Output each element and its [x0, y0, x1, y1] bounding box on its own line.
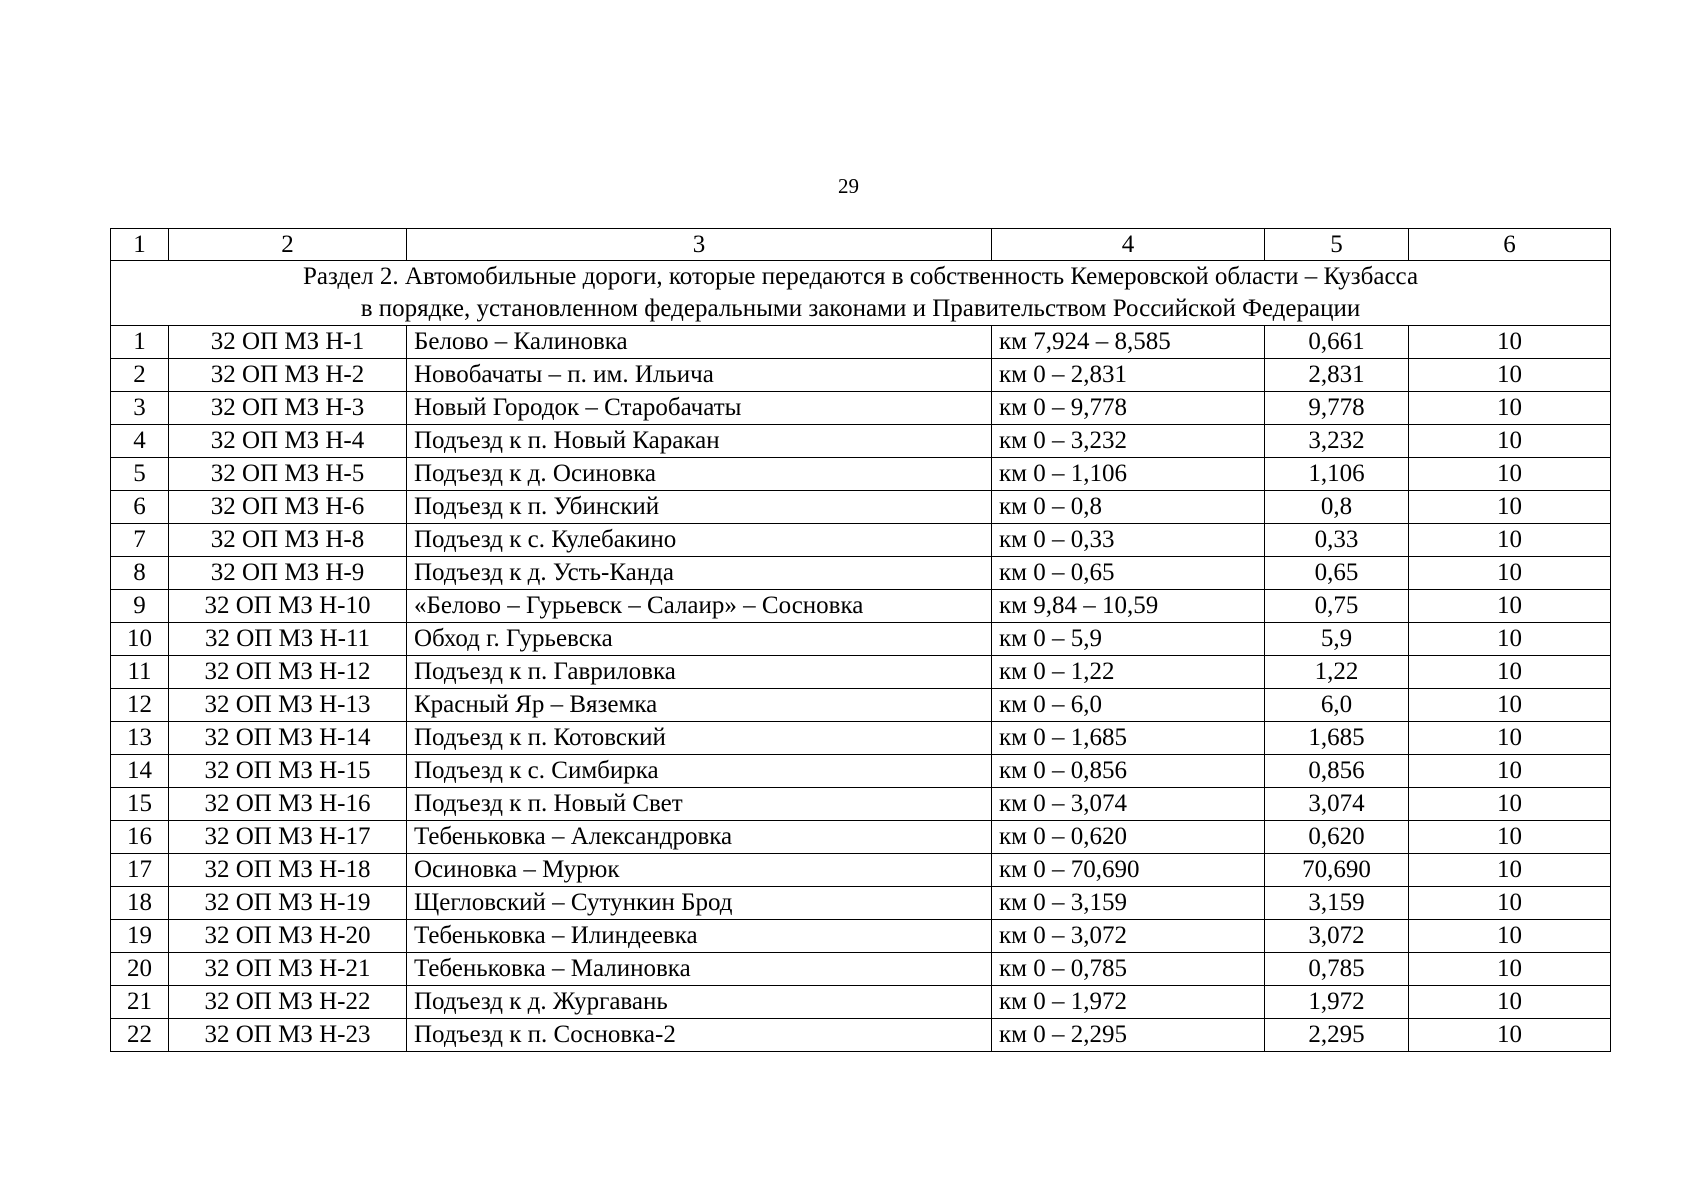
length-cell: 2,295: [1265, 1019, 1409, 1052]
km-range-cell: км 0 – 2,295: [992, 1019, 1265, 1052]
column-number: 2: [169, 229, 407, 261]
length-cell: 1,685: [1265, 722, 1409, 755]
road-name-cell: Тебеньковка – Александровка: [407, 821, 992, 854]
section-title: [111, 261, 1611, 326]
category-cell: 10: [1409, 821, 1611, 854]
road-id-cell: 32 ОП МЗ Н-2: [169, 359, 407, 392]
km-range-cell: км 9,84 – 10,59: [992, 590, 1265, 623]
length-cell: 3,074: [1265, 788, 1409, 821]
road-name-cell: Тебеньковка – Малиновка: [407, 953, 992, 986]
road-name-cell: Подъезд к с. Симбирка: [407, 755, 992, 788]
row-number-cell: 13: [111, 722, 169, 755]
road-id-cell: 32 ОП МЗ Н-15: [169, 755, 407, 788]
row-number-cell: 1: [111, 326, 169, 359]
category-cell: 10: [1409, 689, 1611, 722]
length-cell: 6,0: [1265, 689, 1409, 722]
row-number-cell: 9: [111, 590, 169, 623]
road-id-cell: 32 ОП МЗ Н-6: [169, 491, 407, 524]
road-id-cell: 32 ОП МЗ Н-10: [169, 590, 407, 623]
km-range-cell: км 0 – 1,972: [992, 986, 1265, 1019]
length-cell: 0,661: [1265, 326, 1409, 359]
km-range-cell: км 0 – 0,8: [992, 491, 1265, 524]
row-number-cell: 14: [111, 755, 169, 788]
table-row: [111, 491, 1611, 524]
road-name-cell: Подъезд к д. Жургавань: [407, 986, 992, 1019]
category-cell: 10: [1409, 524, 1611, 557]
category-cell: 10: [1409, 788, 1611, 821]
row-number-cell: 8: [111, 557, 169, 590]
road-id-cell: 32 ОП МЗ Н-14: [169, 722, 407, 755]
length-cell: 70,690: [1265, 854, 1409, 887]
road-name-cell: Подъезд к д. Осиновка: [407, 458, 992, 491]
table-row: [111, 458, 1611, 491]
table-row: [111, 689, 1611, 722]
road-id-cell: 32 ОП МЗ Н-22: [169, 986, 407, 1019]
km-range-cell: км 0 – 9,778: [992, 392, 1265, 425]
road-name-cell: Обход г. Гурьевска: [407, 623, 992, 656]
road-id-cell: 32 ОП МЗ Н-11: [169, 623, 407, 656]
km-range-cell: км 0 – 3,072: [992, 920, 1265, 953]
road-name-cell: Подъезд к п. Новый Свет: [407, 788, 992, 821]
road-id-cell: 32 ОП МЗ Н-16: [169, 788, 407, 821]
table-row: [111, 722, 1611, 755]
km-range-cell: км 0 – 1,106: [992, 458, 1265, 491]
road-id-cell: 32 ОП МЗ Н-8: [169, 524, 407, 557]
length-cell: 0,33: [1265, 524, 1409, 557]
column-number: 3: [407, 229, 992, 261]
table-row: [111, 590, 1611, 623]
row-number-cell: 10: [111, 623, 169, 656]
table-row: [111, 986, 1611, 1019]
road-id-cell: 32 ОП МЗ Н-17: [169, 821, 407, 854]
row-number-cell: 16: [111, 821, 169, 854]
row-number-cell: 2: [111, 359, 169, 392]
length-cell: 0,620: [1265, 821, 1409, 854]
category-cell: 10: [1409, 854, 1611, 887]
category-cell: 10: [1409, 326, 1611, 359]
length-cell: 1,106: [1265, 458, 1409, 491]
row-number-cell: 17: [111, 854, 169, 887]
row-number-cell: 18: [111, 887, 169, 920]
column-number-row: [111, 229, 1611, 261]
table-row: [111, 557, 1611, 590]
km-range-cell: км 0 – 1,685: [992, 722, 1265, 755]
length-cell: 3,159: [1265, 887, 1409, 920]
row-number-cell: 11: [111, 656, 169, 689]
road-name-cell: «Белово – Гурьевск – Салаир» – Сосновка: [407, 590, 992, 623]
section-title-row: [111, 261, 1611, 326]
row-number-cell: 19: [111, 920, 169, 953]
road-id-cell: 32 ОП МЗ Н-9: [169, 557, 407, 590]
length-cell: 5,9: [1265, 623, 1409, 656]
length-cell: 2,831: [1265, 359, 1409, 392]
km-range-cell: км 0 – 0,785: [992, 953, 1265, 986]
table-row: [111, 821, 1611, 854]
category-cell: 10: [1409, 722, 1611, 755]
road-id-cell: 32 ОП МЗ Н-4: [169, 425, 407, 458]
table-row: [111, 359, 1611, 392]
category-cell: 10: [1409, 656, 1611, 689]
length-cell: 1,972: [1265, 986, 1409, 1019]
km-range-cell: км 0 – 0,620: [992, 821, 1265, 854]
row-number-cell: 15: [111, 788, 169, 821]
road-id-cell: 32 ОП МЗ Н-18: [169, 854, 407, 887]
road-name-cell: Щегловский – Сутункин Брод: [407, 887, 992, 920]
road-name-cell: Подъезд к п. Новый Каракан: [407, 425, 992, 458]
road-name-cell: Белово – Калиновка: [407, 326, 992, 359]
roads-table: [110, 228, 1611, 1052]
row-number-cell: 12: [111, 689, 169, 722]
length-cell: 0,65: [1265, 557, 1409, 590]
column-number: 4: [992, 229, 1265, 261]
road-name-cell: Подъезд к п. Сосновка-2: [407, 1019, 992, 1052]
km-range-cell: км 0 – 3,159: [992, 887, 1265, 920]
road-id-cell: 32 ОП МЗ Н-20: [169, 920, 407, 953]
category-cell: 10: [1409, 557, 1611, 590]
km-range-cell: км 0 – 3,074: [992, 788, 1265, 821]
km-range-cell: км 0 – 5,9: [992, 623, 1265, 656]
km-range-cell: км 0 – 3,232: [992, 425, 1265, 458]
km-range-cell: км 7,924 – 8,585: [992, 326, 1265, 359]
road-id-cell: 32 ОП МЗ Н-1: [169, 326, 407, 359]
table-row: [111, 623, 1611, 656]
category-cell: 10: [1409, 491, 1611, 524]
road-name-cell: Новый Городок – Старобачаты: [407, 392, 992, 425]
column-number: 5: [1265, 229, 1409, 261]
column-number: 1: [111, 229, 169, 261]
km-range-cell: км 0 – 70,690: [992, 854, 1265, 887]
row-number-cell: 4: [111, 425, 169, 458]
road-name-cell: Красный Яр – Вяземка: [407, 689, 992, 722]
road-name-cell: Подъезд к п. Гавриловка: [407, 656, 992, 689]
table-row: [111, 425, 1611, 458]
table-row: [111, 1019, 1611, 1052]
table-row: [111, 953, 1611, 986]
km-range-cell: км 0 – 6,0: [992, 689, 1265, 722]
category-cell: 10: [1409, 755, 1611, 788]
road-id-cell: 32 ОП МЗ Н-13: [169, 689, 407, 722]
road-name-cell: Подъезд к п. Убинский: [407, 491, 992, 524]
row-number-cell: 6: [111, 491, 169, 524]
category-cell: 10: [1409, 953, 1611, 986]
table-row: [111, 524, 1611, 557]
road-name-cell: Подъезд к с. Кулебакино: [407, 524, 992, 557]
km-range-cell: км 0 – 0,33: [992, 524, 1265, 557]
road-name-cell: Новобачаты – п. им. Ильича: [407, 359, 992, 392]
category-cell: 10: [1409, 425, 1611, 458]
km-range-cell: км 0 – 0,65: [992, 557, 1265, 590]
section-title-line-1: Раздел 2. Автомобильные дороги, которые передаются в собственность Кемеровской области – Кузбасса: [302, 263, 1419, 290]
table-row: [111, 788, 1611, 821]
road-name-cell: Подъезд к п. Котовский: [407, 722, 992, 755]
table-row: [111, 326, 1611, 359]
row-number-cell: 5: [111, 458, 169, 491]
page-number: 29: [838, 174, 859, 198]
road-id-cell: 32 ОП МЗ Н-23: [169, 1019, 407, 1052]
section-title-line-2: в порядке, установленном федеральными законами и Правительством Российской Федерации: [360, 295, 1361, 322]
length-cell: 0,8: [1265, 491, 1409, 524]
length-cell: 3,072: [1265, 920, 1409, 953]
road-name-cell: Подъезд к д. Усть-Канда: [407, 557, 992, 590]
table-row: [111, 887, 1611, 920]
row-number-cell: 21: [111, 986, 169, 1019]
length-cell: 1,22: [1265, 656, 1409, 689]
category-cell: 10: [1409, 458, 1611, 491]
road-name-cell: Осиновка – Мурюк: [407, 854, 992, 887]
table-row: [111, 656, 1611, 689]
table-row: [111, 920, 1611, 953]
length-cell: 0,856: [1265, 755, 1409, 788]
column-number: 6: [1409, 229, 1611, 261]
category-cell: 10: [1409, 392, 1611, 425]
row-number-cell: 3: [111, 392, 169, 425]
row-number-cell: 22: [111, 1019, 169, 1052]
category-cell: 10: [1409, 359, 1611, 392]
category-cell: 10: [1409, 887, 1611, 920]
km-range-cell: км 0 – 0,856: [992, 755, 1265, 788]
table-row: [111, 392, 1611, 425]
km-range-cell: км 0 – 2,831: [992, 359, 1265, 392]
length-cell: 9,778: [1265, 392, 1409, 425]
road-id-cell: 32 ОП МЗ Н-21: [169, 953, 407, 986]
km-range-cell: км 0 – 1,22: [992, 656, 1265, 689]
length-cell: 3,232: [1265, 425, 1409, 458]
category-cell: 10: [1409, 920, 1611, 953]
row-number-cell: 7: [111, 524, 169, 557]
category-cell: 10: [1409, 590, 1611, 623]
length-cell: 0,75: [1265, 590, 1409, 623]
road-name-cell: Тебеньковка – Илиндеевка: [407, 920, 992, 953]
road-id-cell: 32 ОП МЗ Н-3: [169, 392, 407, 425]
road-id-cell: 32 ОП МЗ Н-12: [169, 656, 407, 689]
road-id-cell: 32 ОП МЗ Н-19: [169, 887, 407, 920]
category-cell: 10: [1409, 986, 1611, 1019]
category-cell: 10: [1409, 1019, 1611, 1052]
table-row: [111, 755, 1611, 788]
table-row: [111, 854, 1611, 887]
road-id-cell: 32 ОП МЗ Н-5: [169, 458, 407, 491]
length-cell: 0,785: [1265, 953, 1409, 986]
row-number-cell: 20: [111, 953, 169, 986]
category-cell: 10: [1409, 623, 1611, 656]
